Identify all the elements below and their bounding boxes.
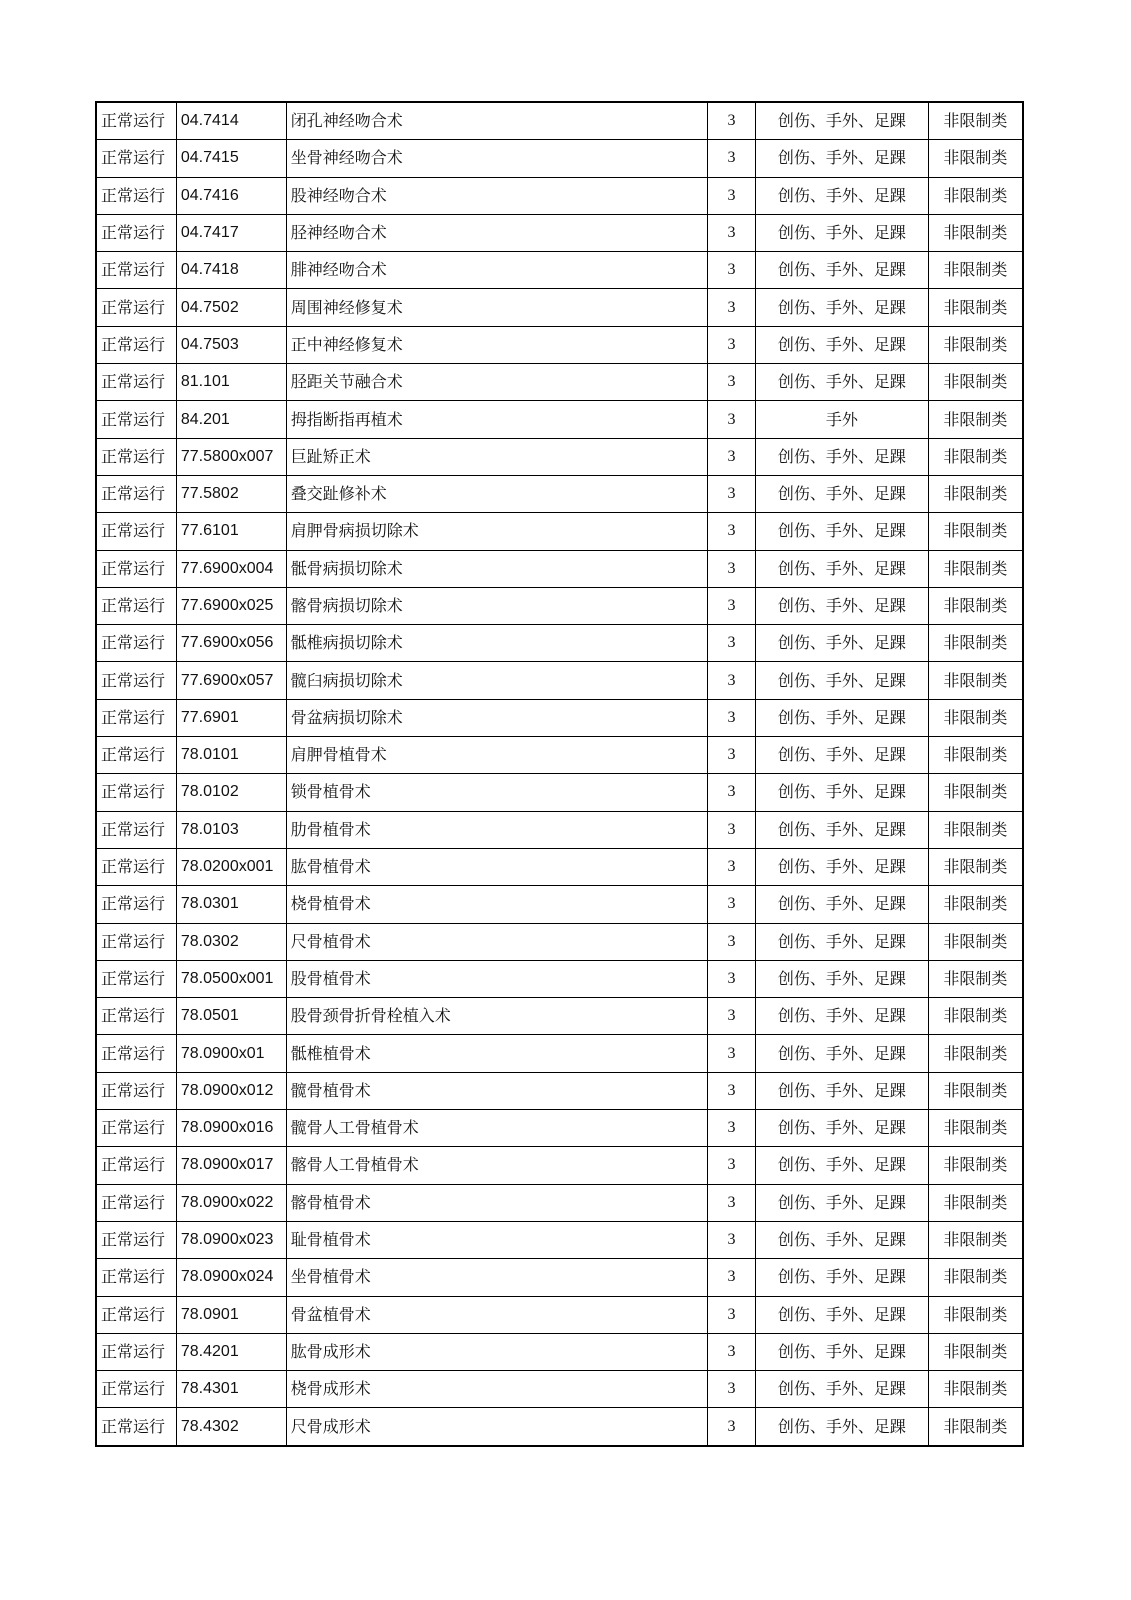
table-row: [96, 550, 1023, 587]
category-cell: 非限制类: [928, 1296, 1023, 1333]
table-row: [96, 1110, 1023, 1147]
status-cell: 正常运行: [96, 1371, 176, 1408]
department-cell: 创伤、手外、足踝: [755, 214, 928, 251]
procedure-name-cell: 肱骨植骨术: [286, 848, 707, 885]
department-cell: 创伤、手外、足踝: [755, 587, 928, 624]
table-row: [96, 475, 1023, 512]
procedure-table: [95, 101, 1024, 1447]
procedure-name-cell: 尺骨成形术: [286, 1408, 707, 1446]
table-row: [96, 699, 1023, 736]
procedure-name-cell: 桡骨植骨术: [286, 886, 707, 923]
procedure-name-cell: 股骨颈骨折骨栓植入术: [286, 998, 707, 1035]
category-cell: 非限制类: [928, 1259, 1023, 1296]
level-cell: 3: [708, 252, 756, 289]
level-cell: 3: [708, 1221, 756, 1258]
level-cell: 3: [708, 1147, 756, 1184]
level-cell: 3: [708, 774, 756, 811]
level-cell: 3: [708, 625, 756, 662]
procedure-name-cell: 拇指断指再植术: [286, 401, 707, 438]
table-row: [96, 1035, 1023, 1072]
table-row: [96, 289, 1023, 326]
category-cell: 非限制类: [928, 848, 1023, 885]
status-cell: 正常运行: [96, 513, 176, 550]
department-cell: 创伤、手外、足踝: [755, 438, 928, 475]
table-row: [96, 1259, 1023, 1296]
category-cell: 非限制类: [928, 1184, 1023, 1221]
table-row: [96, 252, 1023, 289]
level-cell: 3: [708, 1371, 756, 1408]
procedure-name-cell: 耻骨植骨术: [286, 1221, 707, 1258]
status-cell: 正常运行: [96, 662, 176, 699]
department-cell: 创伤、手外、足踝: [755, 662, 928, 699]
status-cell: 正常运行: [96, 289, 176, 326]
level-cell: 3: [708, 886, 756, 923]
department-cell: 创伤、手外、足踝: [755, 848, 928, 885]
category-cell: 非限制类: [928, 252, 1023, 289]
category-cell: 非限制类: [928, 699, 1023, 736]
procedure-name-cell: 骨盆病损切除术: [286, 699, 707, 736]
code-cell: 77.6900x057: [176, 662, 286, 699]
level-cell: 3: [708, 1035, 756, 1072]
code-cell: 04.7416: [176, 177, 286, 214]
category-cell: 非限制类: [928, 1221, 1023, 1258]
department-cell: 创伤、手外、足踝: [755, 513, 928, 550]
department-cell: 创伤、手外、足踝: [755, 289, 928, 326]
category-cell: 非限制类: [928, 513, 1023, 550]
table-row: [96, 364, 1023, 401]
status-cell: 正常运行: [96, 401, 176, 438]
code-cell: 78.0900x022: [176, 1184, 286, 1221]
level-cell: 3: [708, 140, 756, 177]
code-cell: 78.0900x012: [176, 1072, 286, 1109]
table-row: [96, 1408, 1023, 1446]
procedure-name-cell: 髋骨人工骨植骨术: [286, 1110, 707, 1147]
code-cell: 78.0901: [176, 1296, 286, 1333]
table-row: [96, 848, 1023, 885]
code-cell: 78.0501: [176, 998, 286, 1035]
table-row: [96, 401, 1023, 438]
department-cell: 创伤、手外、足踝: [755, 998, 928, 1035]
level-cell: 3: [708, 550, 756, 587]
category-cell: 非限制类: [928, 923, 1023, 960]
code-cell: 77.6101: [176, 513, 286, 550]
category-cell: 非限制类: [928, 364, 1023, 401]
table-row: [96, 960, 1023, 997]
category-cell: 非限制类: [928, 625, 1023, 662]
status-cell: 正常运行: [96, 438, 176, 475]
code-cell: 77.6900x004: [176, 550, 286, 587]
procedure-name-cell: 周围神经修复术: [286, 289, 707, 326]
code-cell: 78.0200x001: [176, 848, 286, 885]
category-cell: 非限制类: [928, 140, 1023, 177]
status-cell: 正常运行: [96, 177, 176, 214]
department-cell: 创伤、手外、足踝: [755, 1147, 928, 1184]
code-cell: 77.5802: [176, 475, 286, 512]
category-cell: 非限制类: [928, 960, 1023, 997]
level-cell: 3: [708, 1259, 756, 1296]
procedure-name-cell: 肋骨植骨术: [286, 811, 707, 848]
code-cell: 78.0302: [176, 923, 286, 960]
code-cell: 04.7418: [176, 252, 286, 289]
category-cell: 非限制类: [928, 1408, 1023, 1446]
level-cell: 3: [708, 326, 756, 363]
status-cell: 正常运行: [96, 364, 176, 401]
table-row: [96, 1184, 1023, 1221]
table-row: [96, 1147, 1023, 1184]
status-cell: 正常运行: [96, 214, 176, 251]
level-cell: 3: [708, 960, 756, 997]
status-cell: 正常运行: [96, 923, 176, 960]
code-cell: 78.0900x016: [176, 1110, 286, 1147]
department-cell: 创伤、手外、足踝: [755, 102, 928, 140]
status-cell: 正常运行: [96, 625, 176, 662]
level-cell: 3: [708, 699, 756, 736]
department-cell: 创伤、手外、足踝: [755, 1333, 928, 1370]
category-cell: 非限制类: [928, 811, 1023, 848]
table-row: [96, 177, 1023, 214]
procedure-name-cell: 髂骨植骨术: [286, 1184, 707, 1221]
status-cell: 正常运行: [96, 998, 176, 1035]
category-cell: 非限制类: [928, 550, 1023, 587]
status-cell: 正常运行: [96, 1259, 176, 1296]
department-cell: 创伤、手外、足踝: [755, 1259, 928, 1296]
code-cell: 04.7503: [176, 326, 286, 363]
code-cell: 78.0900x024: [176, 1259, 286, 1296]
level-cell: 3: [708, 289, 756, 326]
level-cell: 3: [708, 1110, 756, 1147]
category-cell: 非限制类: [928, 587, 1023, 624]
procedure-name-cell: 髂骨人工骨植骨术: [286, 1147, 707, 1184]
department-cell: 创伤、手外、足踝: [755, 625, 928, 662]
level-cell: 3: [708, 364, 756, 401]
procedure-name-cell: 尺骨植骨术: [286, 923, 707, 960]
category-cell: 非限制类: [928, 102, 1023, 140]
category-cell: 非限制类: [928, 1147, 1023, 1184]
department-cell: 创伤、手外、足踝: [755, 1408, 928, 1446]
procedure-name-cell: 桡骨成形术: [286, 1371, 707, 1408]
code-cell: 04.7414: [176, 102, 286, 140]
code-cell: 77.6900x025: [176, 587, 286, 624]
procedure-name-cell: 坐骨神经吻合术: [286, 140, 707, 177]
table-row: [96, 438, 1023, 475]
status-cell: 正常运行: [96, 1147, 176, 1184]
table-row: [96, 1221, 1023, 1258]
department-cell: 创伤、手外、足踝: [755, 699, 928, 736]
level-cell: 3: [708, 1333, 756, 1370]
department-cell: 创伤、手外、足踝: [755, 252, 928, 289]
department-cell: 创伤、手外、足踝: [755, 1035, 928, 1072]
table-row: [96, 102, 1023, 140]
category-cell: 非限制类: [928, 886, 1023, 923]
department-cell: 创伤、手外、足踝: [755, 923, 928, 960]
procedure-table-body: [96, 102, 1023, 1446]
level-cell: 3: [708, 475, 756, 512]
procedure-name-cell: 坐骨植骨术: [286, 1259, 707, 1296]
status-cell: 正常运行: [96, 102, 176, 140]
category-cell: 非限制类: [928, 214, 1023, 251]
code-cell: 04.7417: [176, 214, 286, 251]
procedure-name-cell: 髋骨植骨术: [286, 1072, 707, 1109]
code-cell: 78.4302: [176, 1408, 286, 1446]
procedure-name-cell: 肩胛骨病损切除术: [286, 513, 707, 550]
table-row: [96, 587, 1023, 624]
status-cell: 正常运行: [96, 140, 176, 177]
category-cell: 非限制类: [928, 438, 1023, 475]
procedure-name-cell: 骶骨病损切除术: [286, 550, 707, 587]
status-cell: 正常运行: [96, 1408, 176, 1446]
level-cell: 3: [708, 401, 756, 438]
status-cell: 正常运行: [96, 1221, 176, 1258]
status-cell: 正常运行: [96, 1296, 176, 1333]
table-row: [96, 737, 1023, 774]
category-cell: 非限制类: [928, 1072, 1023, 1109]
procedure-name-cell: 正中神经修复术: [286, 326, 707, 363]
code-cell: 78.4201: [176, 1333, 286, 1370]
code-cell: 77.6900x056: [176, 625, 286, 662]
procedure-name-cell: 股神经吻合术: [286, 177, 707, 214]
table-row: [96, 1296, 1023, 1333]
department-cell: 创伤、手外、足踝: [755, 774, 928, 811]
table-row: [96, 886, 1023, 923]
status-cell: 正常运行: [96, 475, 176, 512]
level-cell: 3: [708, 811, 756, 848]
code-cell: 04.7502: [176, 289, 286, 326]
level-cell: 3: [708, 438, 756, 475]
code-cell: 81.101: [176, 364, 286, 401]
procedure-name-cell: 腓神经吻合术: [286, 252, 707, 289]
procedure-name-cell: 叠交趾修补术: [286, 475, 707, 512]
procedure-name-cell: 髋臼病损切除术: [286, 662, 707, 699]
category-cell: 非限制类: [928, 289, 1023, 326]
status-cell: 正常运行: [96, 1072, 176, 1109]
code-cell: 84.201: [176, 401, 286, 438]
category-cell: 非限制类: [928, 1110, 1023, 1147]
procedure-name-cell: 胫神经吻合术: [286, 214, 707, 251]
level-cell: 3: [708, 848, 756, 885]
procedure-name-cell: 锁骨植骨术: [286, 774, 707, 811]
code-cell: 78.0900x01: [176, 1035, 286, 1072]
status-cell: 正常运行: [96, 848, 176, 885]
code-cell: 78.0101: [176, 737, 286, 774]
department-cell: 创伤、手外、足踝: [755, 475, 928, 512]
category-cell: 非限制类: [928, 737, 1023, 774]
table-row: [96, 1072, 1023, 1109]
level-cell: 3: [708, 177, 756, 214]
department-cell: 创伤、手外、足踝: [755, 960, 928, 997]
category-cell: 非限制类: [928, 1333, 1023, 1370]
table-row: [96, 1333, 1023, 1370]
level-cell: 3: [708, 1296, 756, 1333]
code-cell: 04.7415: [176, 140, 286, 177]
department-cell: 创伤、手外、足踝: [755, 364, 928, 401]
procedure-name-cell: 髂骨病损切除术: [286, 587, 707, 624]
code-cell: 78.0102: [176, 774, 286, 811]
procedure-name-cell: 股骨植骨术: [286, 960, 707, 997]
department-cell: 创伤、手外、足踝: [755, 1371, 928, 1408]
level-cell: 3: [708, 214, 756, 251]
department-cell: 创伤、手外、足踝: [755, 886, 928, 923]
department-cell: 创伤、手外、足踝: [755, 1072, 928, 1109]
status-cell: 正常运行: [96, 1333, 176, 1370]
table-row: [96, 662, 1023, 699]
table-row: [96, 998, 1023, 1035]
status-cell: 正常运行: [96, 550, 176, 587]
table-row: [96, 140, 1023, 177]
category-cell: 非限制类: [928, 1035, 1023, 1072]
code-cell: 77.6901: [176, 699, 286, 736]
code-cell: 77.5800x007: [176, 438, 286, 475]
category-cell: 非限制类: [928, 177, 1023, 214]
status-cell: 正常运行: [96, 1184, 176, 1221]
category-cell: 非限制类: [928, 1371, 1023, 1408]
table-row: [96, 1371, 1023, 1408]
level-cell: 3: [708, 513, 756, 550]
level-cell: 3: [708, 662, 756, 699]
department-cell: 手外: [755, 401, 928, 438]
procedure-name-cell: 骨盆植骨术: [286, 1296, 707, 1333]
procedure-name-cell: 闭孔神经吻合术: [286, 102, 707, 140]
category-cell: 非限制类: [928, 326, 1023, 363]
category-cell: 非限制类: [928, 998, 1023, 1035]
procedure-name-cell: 巨趾矫正术: [286, 438, 707, 475]
category-cell: 非限制类: [928, 401, 1023, 438]
level-cell: 3: [708, 1072, 756, 1109]
table-row: [96, 513, 1023, 550]
department-cell: 创伤、手外、足踝: [755, 177, 928, 214]
level-cell: 3: [708, 587, 756, 624]
level-cell: 3: [708, 998, 756, 1035]
department-cell: 创伤、手外、足踝: [755, 550, 928, 587]
department-cell: 创伤、手外、足踝: [755, 1110, 928, 1147]
status-cell: 正常运行: [96, 886, 176, 923]
table-row: [96, 774, 1023, 811]
category-cell: 非限制类: [928, 475, 1023, 512]
department-cell: 创伤、手外、足踝: [755, 140, 928, 177]
table-row: [96, 625, 1023, 662]
status-cell: 正常运行: [96, 774, 176, 811]
level-cell: 3: [708, 923, 756, 960]
status-cell: 正常运行: [96, 811, 176, 848]
table-row: [96, 326, 1023, 363]
category-cell: 非限制类: [928, 774, 1023, 811]
status-cell: 正常运行: [96, 587, 176, 624]
code-cell: 78.0500x001: [176, 960, 286, 997]
status-cell: 正常运行: [96, 699, 176, 736]
status-cell: 正常运行: [96, 326, 176, 363]
department-cell: 创伤、手外、足踝: [755, 811, 928, 848]
table-row: [96, 214, 1023, 251]
status-cell: 正常运行: [96, 252, 176, 289]
code-cell: 78.0301: [176, 886, 286, 923]
level-cell: 3: [708, 1184, 756, 1221]
code-cell: 78.0900x023: [176, 1221, 286, 1258]
status-cell: 正常运行: [96, 737, 176, 774]
category-cell: 非限制类: [928, 662, 1023, 699]
code-cell: 78.0900x017: [176, 1147, 286, 1184]
code-cell: 78.4301: [176, 1371, 286, 1408]
level-cell: 3: [708, 1408, 756, 1446]
procedure-name-cell: 肩胛骨植骨术: [286, 737, 707, 774]
department-cell: 创伤、手外、足踝: [755, 737, 928, 774]
status-cell: 正常运行: [96, 960, 176, 997]
code-cell: 78.0103: [176, 811, 286, 848]
procedure-name-cell: 骶椎病损切除术: [286, 625, 707, 662]
table-row: [96, 811, 1023, 848]
status-cell: 正常运行: [96, 1035, 176, 1072]
procedure-name-cell: 骶椎植骨术: [286, 1035, 707, 1072]
level-cell: 3: [708, 737, 756, 774]
table-row: [96, 923, 1023, 960]
department-cell: 创伤、手外、足踝: [755, 1221, 928, 1258]
procedure-name-cell: 肱骨成形术: [286, 1333, 707, 1370]
department-cell: 创伤、手外、足踝: [755, 326, 928, 363]
department-cell: 创伤、手外、足踝: [755, 1184, 928, 1221]
status-cell: 正常运行: [96, 1110, 176, 1147]
department-cell: 创伤、手外、足踝: [755, 1296, 928, 1333]
level-cell: 3: [708, 102, 756, 140]
procedure-name-cell: 胫距关节融合术: [286, 364, 707, 401]
